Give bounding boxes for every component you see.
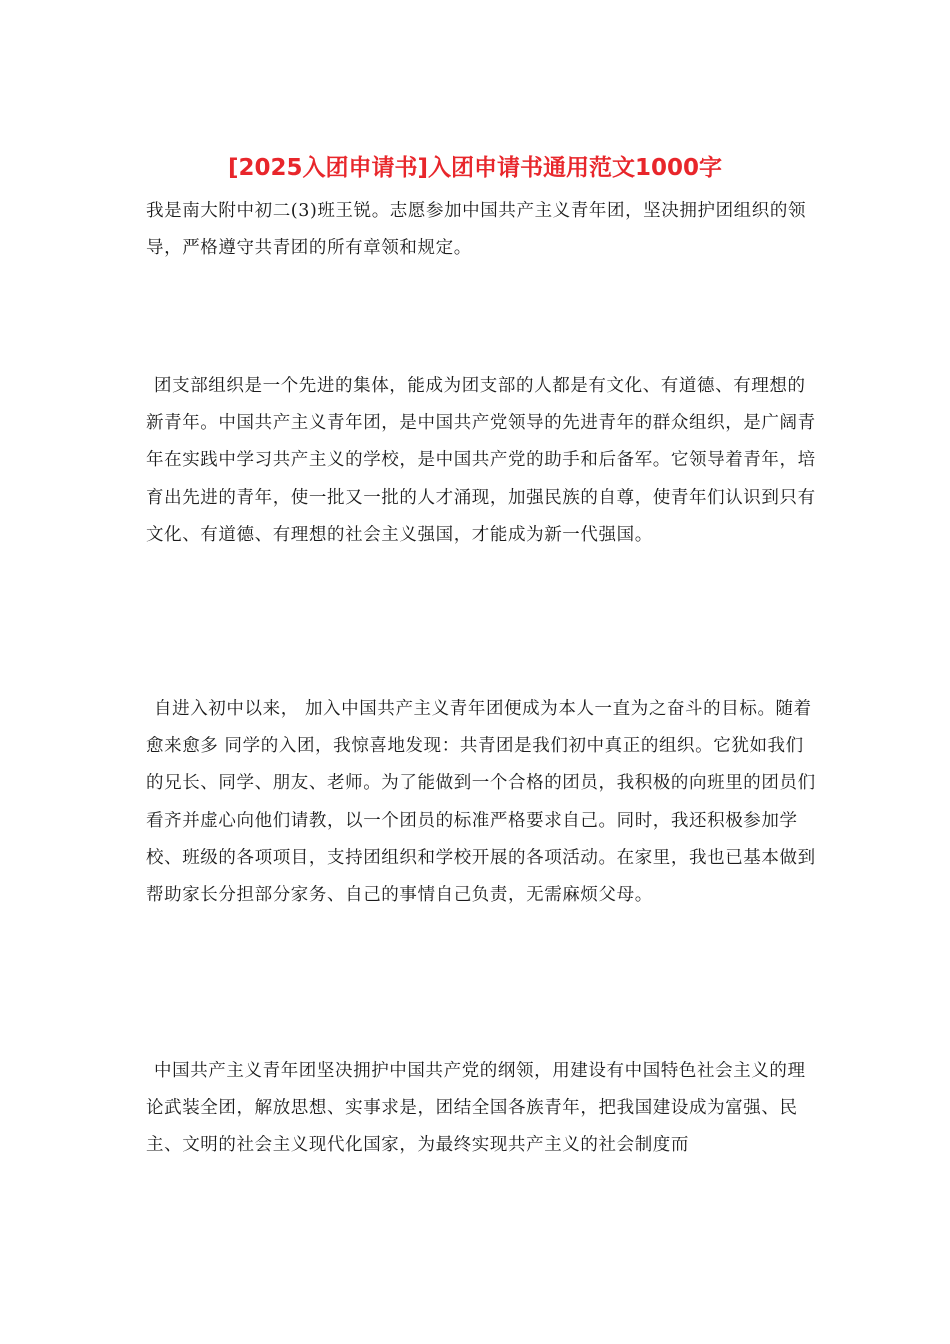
paragraph-personal-efforts: 自进入初中以来， 加入中国共产主义青年团便成为本人一直为之奋斗的目标。随着愈来愈多 同学的入团，我惊喜地发现：共青团是我们初中真正的组织。它犹如我们的兄长、同学、朋友、老师。为了能做到一个合格的团员，我积极的向班里的团员们看齐并虚心向他们请教，以一个团员的标准严格要求自己。同时，我还积极参加学校、班级的各项项目，支持团组织和学校开展的各项活动。在家里，我也已基本做到帮助家长分担部分家务、自己的事情自己负责，无需麻烦父母。: [146, 699, 816, 906]
paragraph-intro: 我是南大附中初二(3)班王锐。志愿参加中国共产主义青年团，坚决拥护团组织的领导，严格遵守共青团的所有章领和规定。: [146, 201, 807, 259]
paragraph-league-principles: 中国共产主义青年团坚决拥护中国共产党的纲领，用建设有中国特色社会主义的理论武装全团，解放思想、实事求是，团结全国各族青年，把我国建设成为富强、民主、文明的社会主义现代化国家，为最终实现共产主义的社会制度而: [146, 1061, 806, 1156]
paragraph-league-description: 团支部组织是一个先进的集体，能成为团支部的人都是有文化、有道德、有理想的新青年。中国共产主义青年团，是中国共产党领导的先进青年的群众组织，是广阔青年在实践中学习共产主义的学校，是中国共产党的助手和后备军。它领导着青年，培育出先进的青年，使一批又一批的人才涌现，加强民族的自尊，使青年们认识到只有文化、有道德、有理想的社会主义强国，才能成为新一代强国。: [146, 376, 816, 545]
document-title: [2025入团申请书]入团申请书通用范文1000字: [227, 155, 723, 181]
